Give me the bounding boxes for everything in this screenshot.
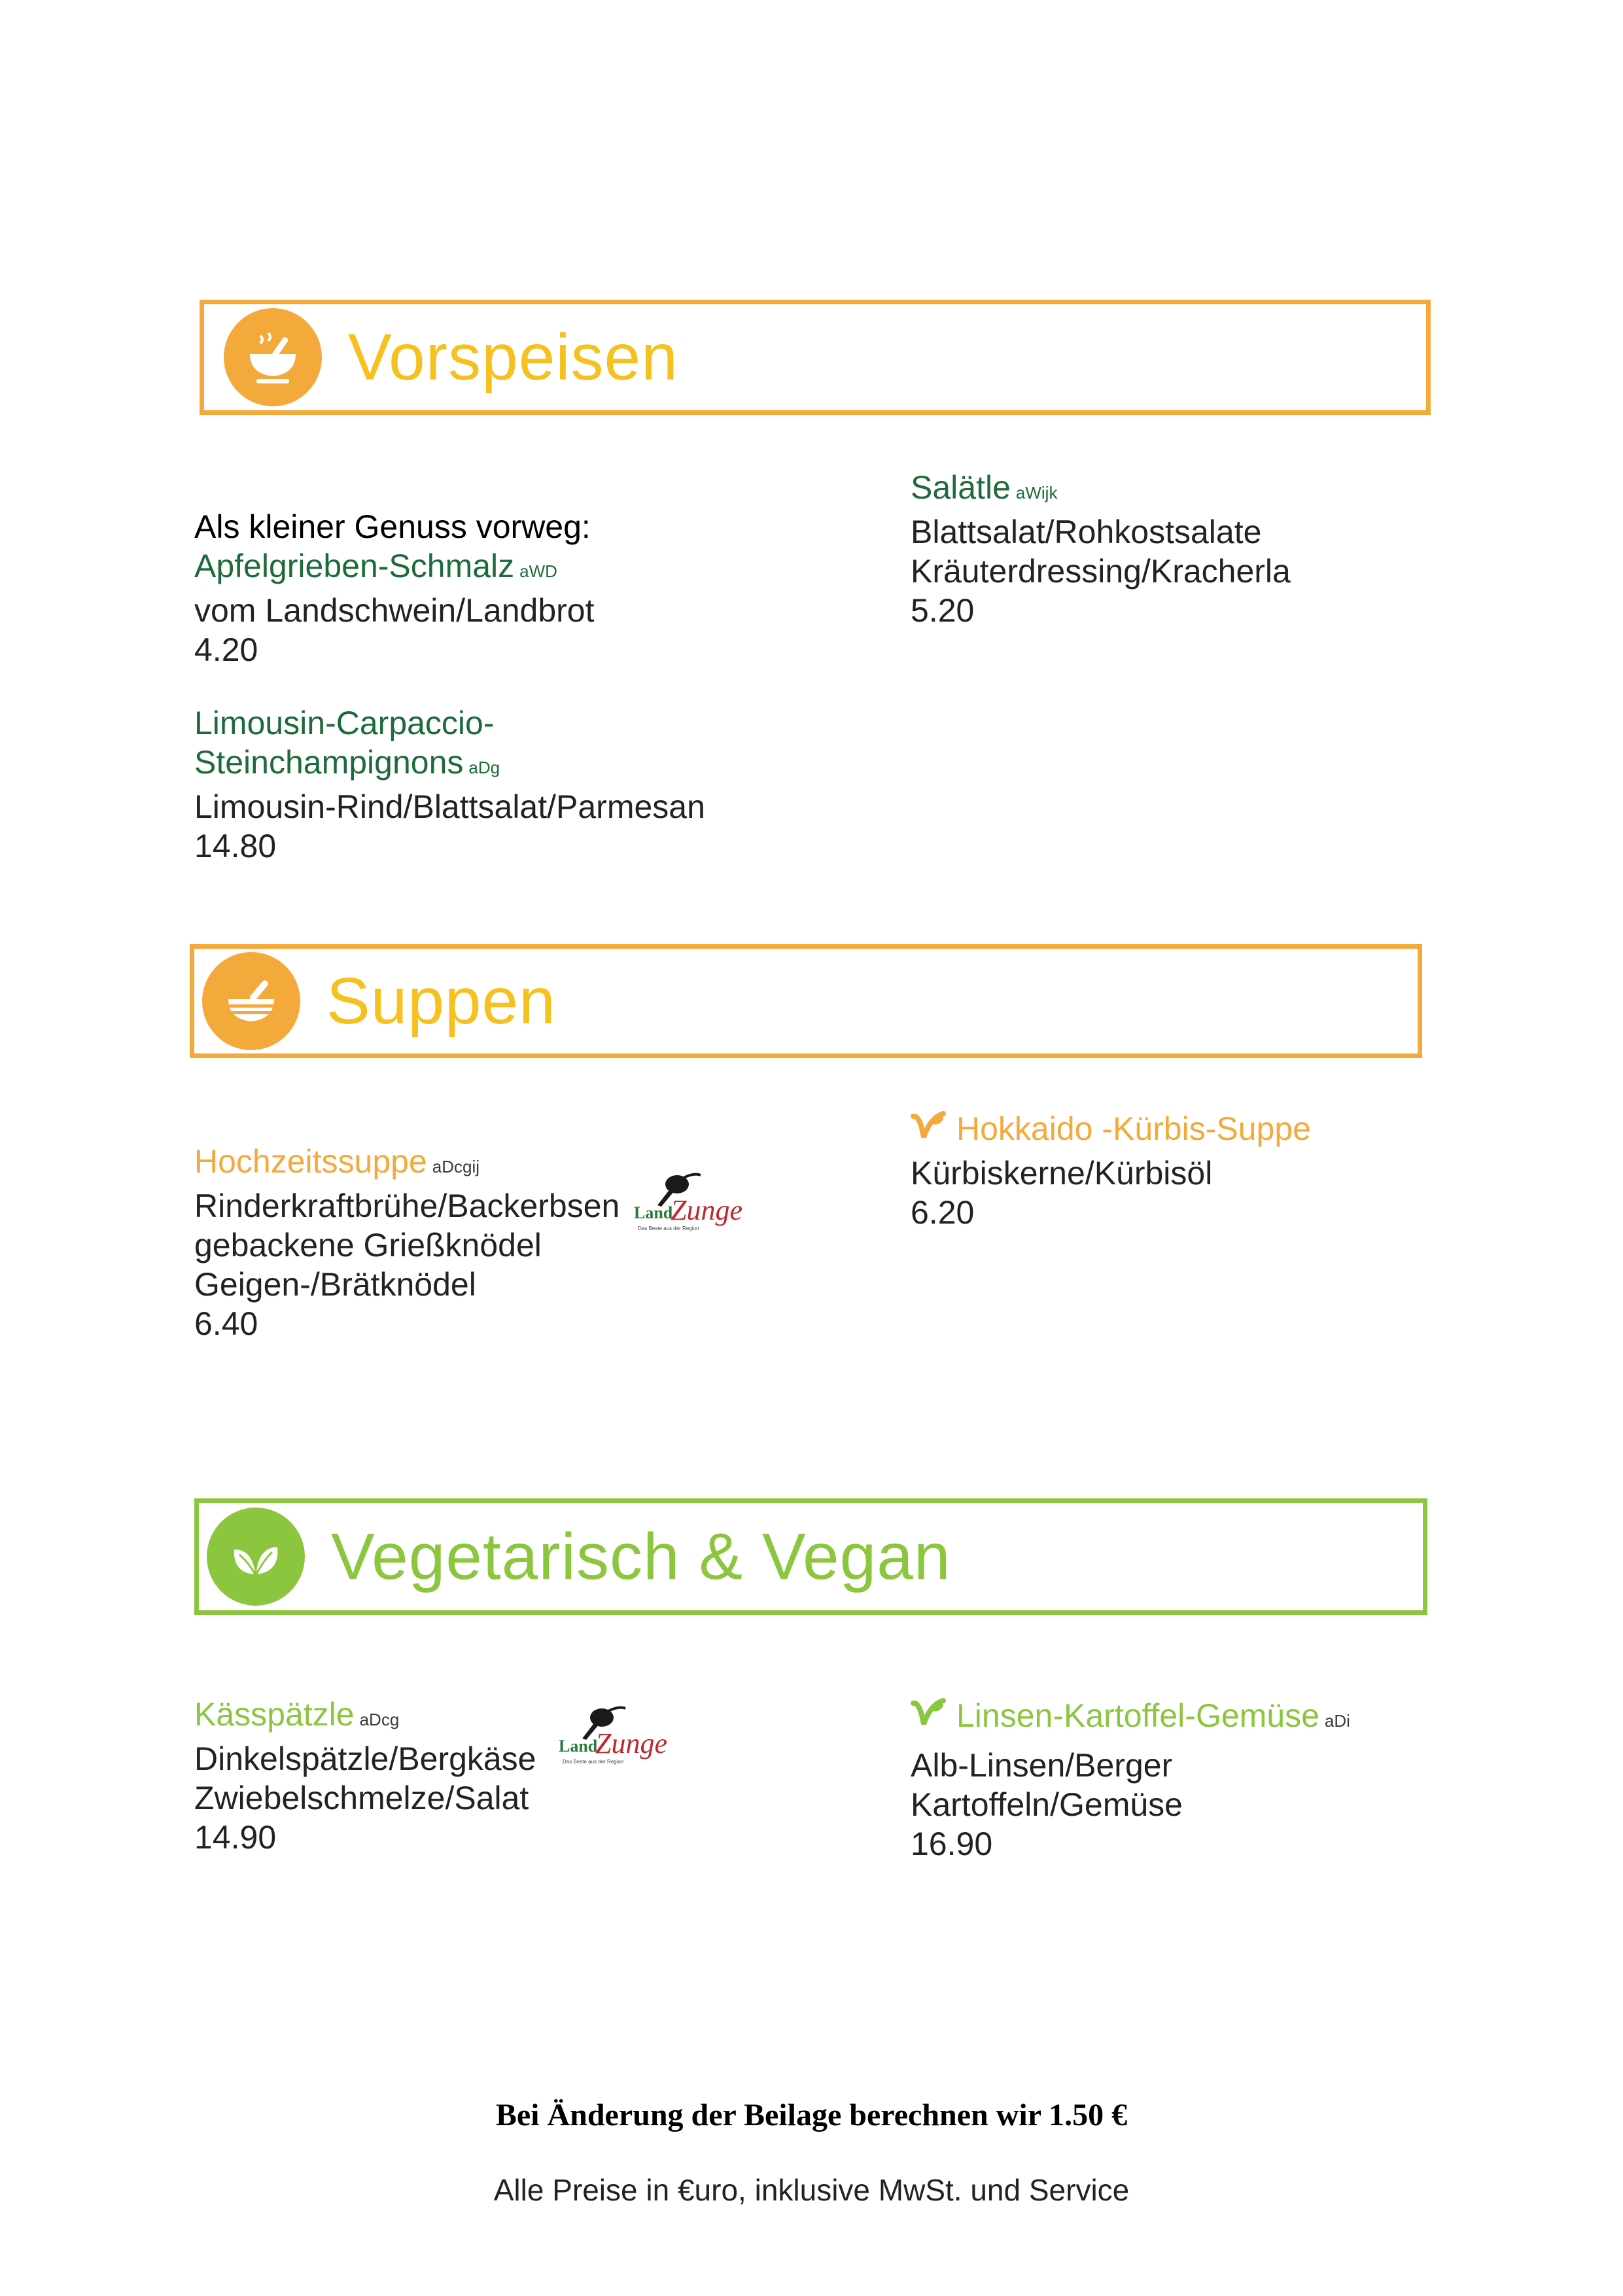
dish-price: 4.20 bbox=[194, 631, 258, 668]
dish-price: 14.80 bbox=[194, 828, 277, 864]
logo-zunge: Zunge bbox=[595, 1727, 667, 1759]
dish-name: Linsen-Kartoffel-Gemüse aDi bbox=[911, 1696, 1350, 1740]
dish-description: Zwiebelschmelze/Salat bbox=[194, 1780, 529, 1816]
section-title: Vorspeisen bbox=[348, 320, 678, 394]
dish-description: Rinderkraftbrühe/Backerbsen bbox=[194, 1188, 620, 1224]
menu-item-hochzeitssuppe bbox=[194, 1142, 620, 1343]
landzunge-logo bbox=[631, 1165, 742, 1240]
menu-item-hokkaido-kuerbis-suppe bbox=[911, 1109, 1311, 1232]
allergen-codes: aDg bbox=[468, 758, 500, 777]
logo-zunge: Zunge bbox=[671, 1194, 742, 1226]
dish-description: vom Landschwein/Landbrot bbox=[194, 592, 595, 629]
dish-description: Kartoffeln/Gemüse bbox=[911, 1786, 1183, 1823]
menu-item-salaetle bbox=[911, 468, 1291, 630]
allergen-codes: aDcgij bbox=[432, 1157, 480, 1176]
dish-name: Salätle aWijk bbox=[911, 469, 1058, 506]
dish-name: Hochzeitssuppe aDcgij bbox=[194, 1143, 480, 1180]
dish-name: Limousin-Carpaccio- bbox=[194, 705, 495, 741]
menu-item-apfelgrieben-schmalz bbox=[194, 546, 595, 669]
dish-description: Alb-Linsen/Berger bbox=[911, 1747, 1173, 1784]
menu-item-kaesspaetzle bbox=[194, 1695, 536, 1857]
dish-name-line-2: Steinchampignons aDg bbox=[194, 744, 500, 781]
section-title: Vegetarisch & Vegan bbox=[331, 1519, 951, 1593]
dish-description: Blattsalat/Rohkostsalate bbox=[911, 514, 1262, 550]
dish-description: gebackene Grießknödel bbox=[194, 1227, 542, 1263]
intro-text bbox=[194, 507, 591, 546]
dish-description: Kräuterdressing/Kracherla bbox=[911, 553, 1291, 590]
menu-item-linsen-kartoffel-gemuese bbox=[911, 1696, 1350, 1863]
logo-tagline: Das Beste aus der Region bbox=[638, 1226, 699, 1231]
side-dish-surcharge-note: Bei Änderung der Beilage berechnen wir 1.50 € bbox=[495, 2098, 1128, 2132]
price-info-note: Alle Preise in €uro, inklusive MwSt. und Service bbox=[493, 2173, 1130, 2207]
logo-land: Land bbox=[634, 1203, 673, 1222]
dish-price: 6.20 bbox=[911, 1194, 975, 1231]
dish-name: Hokkaido -Kürbis-Suppe bbox=[911, 1109, 1311, 1148]
section-title: Suppen bbox=[326, 964, 556, 1038]
vegan-v-icon bbox=[911, 1111, 947, 1144]
logo-land: Land bbox=[559, 1737, 598, 1756]
vegan-v-icon bbox=[911, 1698, 947, 1731]
allergen-codes: aDi bbox=[1324, 1711, 1350, 1731]
intro-label: Als kleiner Genuss vorweg: bbox=[194, 508, 591, 545]
allergen-codes: aDcg bbox=[359, 1710, 400, 1729]
dish-description: Kürbiskerne/Kürbisöl bbox=[911, 1155, 1213, 1192]
dish-price: 16.90 bbox=[911, 1826, 993, 1862]
dish-price: 14.90 bbox=[194, 1819, 277, 1856]
dish-description: Limousin-Rind/Blattsalat/Parmesan bbox=[194, 788, 705, 825]
menu-item-limousin-carpaccio bbox=[194, 703, 705, 866]
logo-tagline: Das Beste aus der Region bbox=[563, 1759, 624, 1765]
dish-price: 6.40 bbox=[194, 1305, 258, 1342]
allergen-codes: aWD bbox=[519, 561, 557, 581]
soup-bowl-icon bbox=[224, 308, 322, 406]
dish-price: 5.20 bbox=[911, 592, 975, 629]
dish-description: Geigen-/Brätknödel bbox=[194, 1266, 476, 1303]
section-header-suppen bbox=[190, 944, 1422, 1058]
landzunge-logo bbox=[556, 1698, 667, 1773]
dish-name: Kässpätzle aDcg bbox=[194, 1696, 400, 1733]
section-header-vegetarisch bbox=[194, 1498, 1427, 1615]
dish-description: Dinkelspätzle/Bergkäse bbox=[194, 1740, 536, 1777]
soup-bowl-icon bbox=[202, 952, 300, 1050]
allergen-codes: aWijk bbox=[1015, 483, 1058, 503]
dish-name: Apfelgrieben-Schmalz aWD bbox=[194, 548, 557, 584]
section-header-vorspeisen bbox=[200, 300, 1431, 415]
leaf-icon bbox=[207, 1508, 305, 1606]
